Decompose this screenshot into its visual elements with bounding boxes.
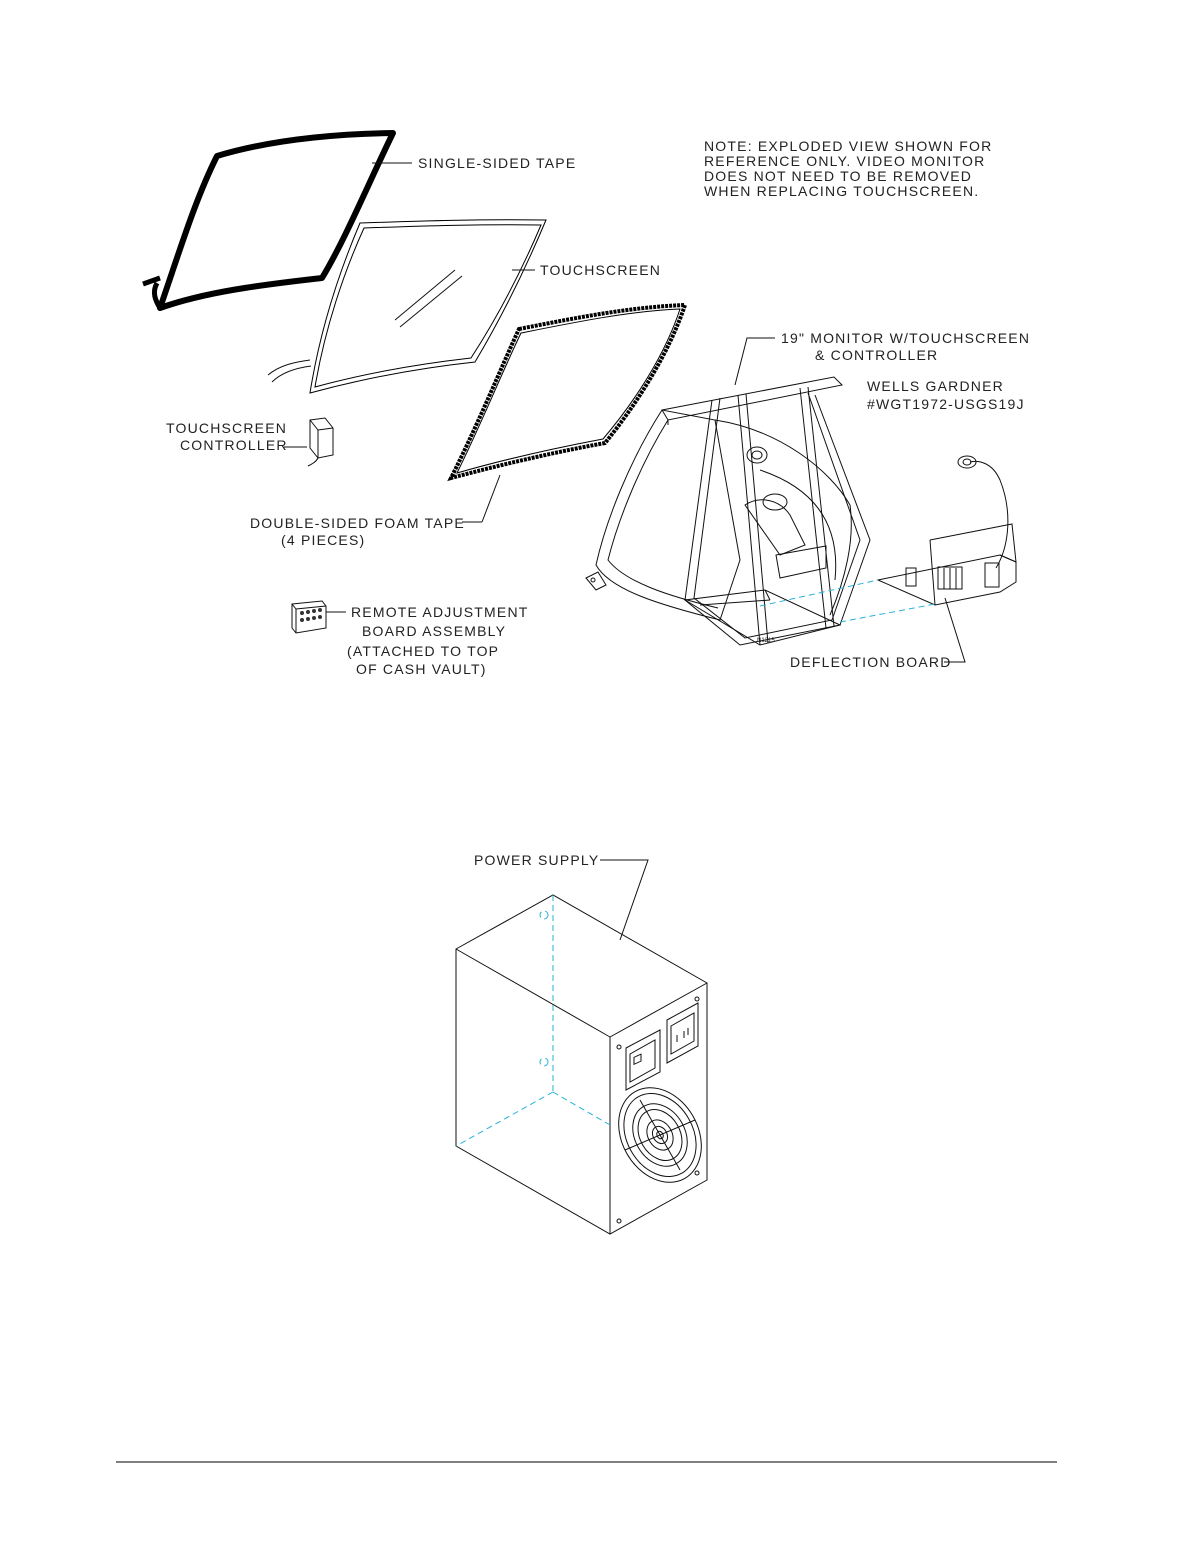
foam-tape-label-2: (4 PIECES) bbox=[281, 532, 366, 548]
foam-tape-label-1: DOUBLE-SIDED FOAM TAPE bbox=[250, 515, 465, 531]
touchscreen-controller bbox=[166, 418, 333, 466]
remote-adjustment-board bbox=[292, 601, 529, 677]
controller-label-2: CONTROLLER bbox=[180, 437, 288, 453]
monitor-label-2: & CONTROLLER bbox=[815, 347, 939, 363]
wells-gardner-label-1: WELLS GARDNER bbox=[867, 378, 1004, 394]
controller-label-1: TOUCHSCREEN bbox=[166, 420, 288, 436]
note-line-4: WHEN REPLACING TOUCHSCREEN. bbox=[704, 183, 980, 199]
crt-monitor bbox=[586, 330, 1030, 645]
touchscreen-label: TOUCHSCREEN bbox=[540, 262, 662, 278]
remote-label-1: REMOTE ADJUSTMENT bbox=[351, 604, 529, 620]
fan-grille bbox=[602, 1073, 718, 1198]
remote-label-2: BOARD ASSEMBLY bbox=[362, 623, 507, 639]
note-block bbox=[704, 138, 992, 199]
note-line-2: REFERENCE ONLY. VIDEO MONITOR bbox=[704, 153, 986, 169]
remote-label-3: (ATTACHED TO TOP bbox=[347, 643, 500, 659]
power-supply-label: POWER SUPPLY bbox=[474, 852, 600, 868]
single-sided-tape-label: SINGLE-SIDED TAPE bbox=[418, 155, 577, 171]
frame-mark: N1215 bbox=[757, 638, 775, 644]
power-supply bbox=[456, 852, 718, 1234]
deflection-board bbox=[760, 456, 1016, 670]
wells-gardner-label-2: #WGT1972-USGS19J bbox=[867, 396, 1025, 412]
touchscreen-panel bbox=[268, 220, 661, 393]
remote-label-4: OF CASH VAULT) bbox=[356, 661, 487, 677]
monitor-label-1: 19" MONITOR W/TOUCHSCREEN bbox=[781, 330, 1031, 346]
note-line-1: NOTE: EXPLODED VIEW SHOWN FOR bbox=[704, 138, 993, 154]
single-sided-tape bbox=[143, 133, 576, 308]
note-line-3: DOES NOT NEED TO BE REMOVED bbox=[704, 168, 973, 184]
deflection-board-label: DEFLECTION BOARD bbox=[790, 654, 952, 670]
